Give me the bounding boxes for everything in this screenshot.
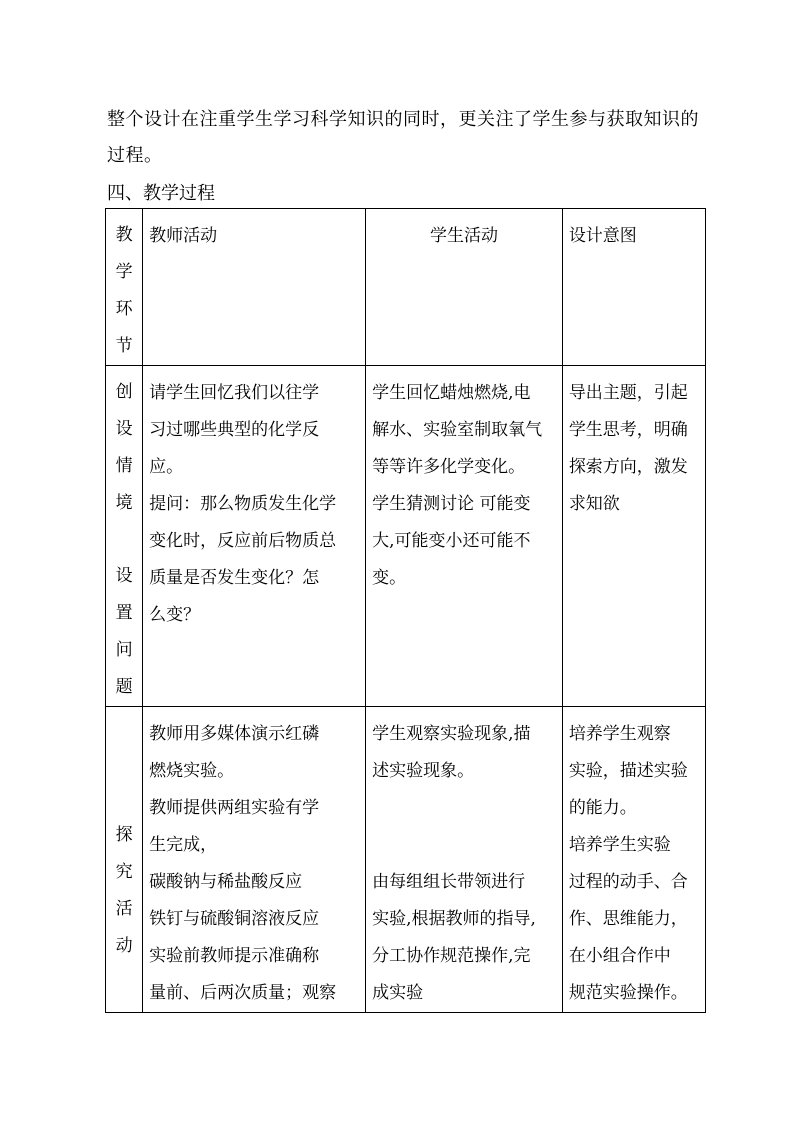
text-line: 变。 bbox=[372, 568, 407, 588]
text-line: 铁钉与硫酸铜溶液反应 bbox=[149, 909, 320, 929]
text-line: 习过哪些典型的化学反 bbox=[149, 420, 320, 440]
text-line: 分工协作规范操作,完 bbox=[372, 946, 531, 966]
text-line: 学生观察实验现象,描 bbox=[372, 724, 531, 744]
header-teacher bbox=[143, 209, 366, 366]
table-row bbox=[106, 366, 706, 707]
text-line: 实验，描述实验 bbox=[568, 761, 688, 781]
text-line: 培养学生观察 bbox=[568, 724, 671, 744]
header-teacher-label: 教师活动 bbox=[149, 226, 218, 246]
text-line: 量前、后两次质量；观察 bbox=[149, 983, 337, 1003]
intro-line-2: 过程。 bbox=[107, 145, 163, 166]
intro-line-1: 整个设计在注重学生学习科学知识的同时，更关注了学生参与获取知识的 bbox=[107, 109, 699, 130]
text-line: 等等许多化学变化。 bbox=[372, 457, 526, 477]
text-line: 么变？ bbox=[149, 605, 201, 625]
text-line: 述实验现象。 bbox=[372, 761, 475, 781]
header-student-label: 学生活动 bbox=[429, 226, 498, 246]
stage-char: 动 bbox=[115, 936, 133, 956]
section-heading: 四、教学过程 bbox=[107, 183, 215, 204]
text-line: 实验前教师提示准确称 bbox=[149, 946, 320, 966]
text-line: 培养学生实验 bbox=[568, 835, 671, 855]
text-line: 应。 bbox=[149, 457, 184, 477]
text-line: 学生回忆蜡烛燃烧,电 bbox=[372, 383, 531, 403]
table-row bbox=[106, 707, 706, 1013]
stage-char: 问 bbox=[115, 640, 133, 660]
stage-char: 题 bbox=[115, 677, 133, 697]
design-intent-cell bbox=[562, 707, 705, 1013]
text-line: 由每组组长带领进行 bbox=[372, 872, 526, 892]
text-line: 导出主题，引起 bbox=[568, 383, 688, 403]
header-stage bbox=[106, 209, 143, 366]
teacher-activity-cell bbox=[143, 366, 366, 707]
design-intent-cell bbox=[562, 366, 705, 707]
text-line: 学生猜测讨论 可能变 bbox=[372, 494, 531, 514]
text-line: 成实验 bbox=[372, 983, 424, 1003]
text-line: 过程的动手、合 bbox=[568, 872, 688, 892]
text-line: 变化时，反应前后物质总 bbox=[149, 531, 337, 551]
text-line: 作、思维能力， bbox=[568, 909, 688, 929]
student-activity-cell bbox=[366, 707, 563, 1013]
student-activity-cell bbox=[366, 366, 563, 707]
text-line: 探索方向，激发 bbox=[568, 457, 688, 477]
stage-char: 境 bbox=[115, 493, 133, 513]
text-line: 碳酸钠与稀盐酸反应 bbox=[149, 872, 303, 892]
stage-char: 创 bbox=[115, 382, 133, 402]
table-header-row bbox=[106, 209, 706, 366]
teaching-process-table bbox=[105, 208, 706, 1013]
text-line: 规范实验操作。 bbox=[568, 983, 688, 1003]
text-line: 大,可能变小还可能不 bbox=[372, 531, 531, 551]
text-line: 提问：那么物质发生化学 bbox=[149, 494, 337, 514]
stage-char: 置 bbox=[115, 603, 133, 623]
text-line: 的能力。 bbox=[568, 798, 637, 818]
header-stage-char: 学 bbox=[115, 262, 133, 282]
stage-char: 设 bbox=[115, 566, 133, 586]
text-line: 求知欲 bbox=[568, 494, 620, 514]
stage-cell bbox=[106, 707, 143, 1013]
stage-cell bbox=[106, 366, 143, 707]
stage-char: 活 bbox=[115, 899, 133, 919]
stage-char: 究 bbox=[115, 862, 133, 882]
text-line: 质量是否发生变化？怎 bbox=[149, 568, 320, 588]
stage-char: 设 bbox=[115, 419, 133, 439]
text-line: 燃烧实验。 bbox=[149, 761, 235, 781]
teacher-activity-cell bbox=[143, 707, 366, 1013]
header-student bbox=[366, 209, 563, 366]
header-intent-label: 设计意图 bbox=[568, 226, 637, 246]
header-intent bbox=[562, 209, 705, 366]
header-stage-char: 环 bbox=[115, 299, 133, 319]
stage-char: 探 bbox=[115, 825, 133, 845]
stage-char: 情 bbox=[115, 456, 133, 476]
header-stage-char: 节 bbox=[115, 336, 133, 356]
text-line: 请学生回忆我们以往学 bbox=[149, 383, 320, 403]
intro-paragraph bbox=[107, 102, 707, 174]
text-line: 学生思考，明确 bbox=[568, 420, 688, 440]
text-line: 解水、实验室制取氧气 bbox=[372, 420, 543, 440]
text-line: 在小组合作中 bbox=[568, 946, 671, 966]
text-line: 教师提供两组实验有学 bbox=[149, 798, 320, 818]
text-line: 生完成， bbox=[149, 835, 218, 855]
text-line: 实验,根据教师的指导, bbox=[372, 909, 536, 929]
header-stage-char: 教 bbox=[115, 225, 133, 245]
text-line: 教师用多媒体演示红磷 bbox=[149, 724, 320, 744]
